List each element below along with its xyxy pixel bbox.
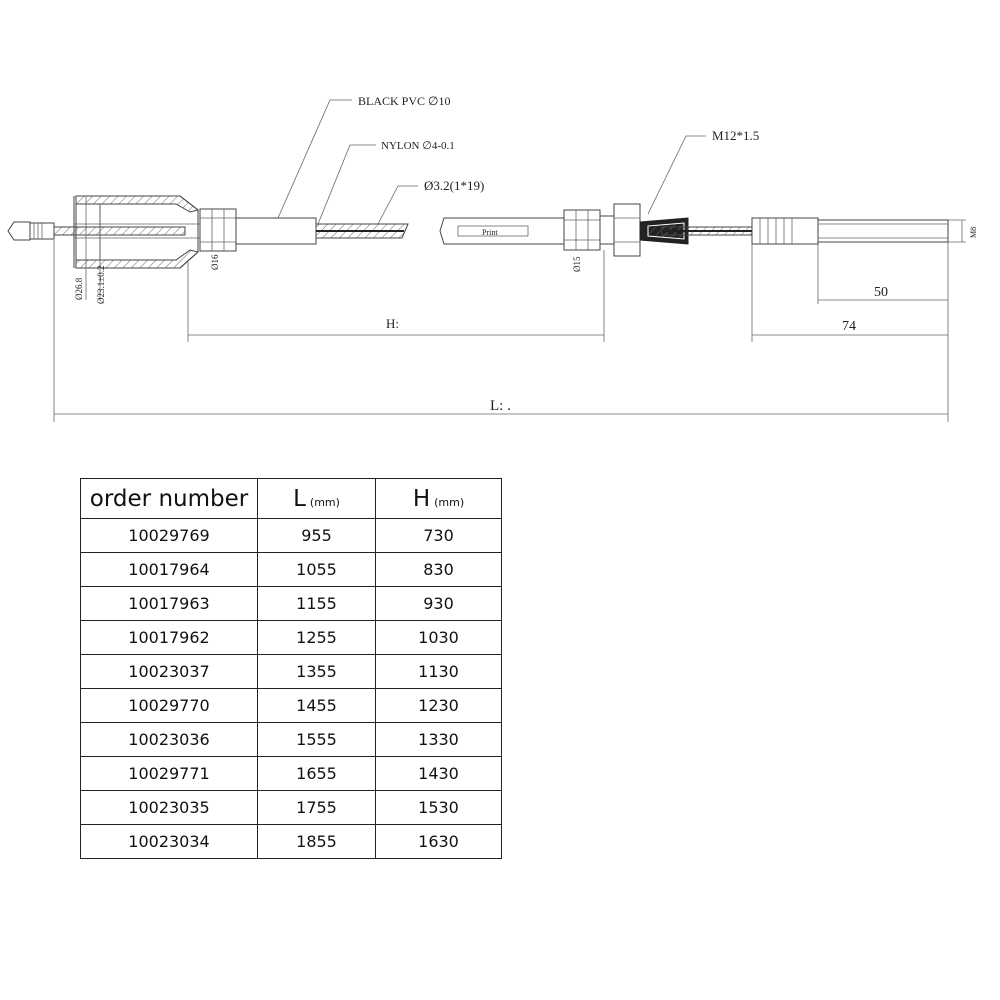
order-number-cell: 10029769 [81,519,258,553]
h-cell: 930 [376,587,502,621]
l-cell: 1855 [258,825,376,859]
h-cell: 1330 [376,723,502,757]
table-header-row [81,479,502,519]
header-order-number: order number [81,479,258,519]
header-l: L (mm) [258,479,376,519]
cable-technical-drawing [0,0,1000,440]
dim-d15: Ø15 [572,256,582,272]
l-cell: 1155 [258,587,376,621]
table-row [81,825,502,859]
left-nut [200,209,236,251]
header-h: H (mm) [376,479,502,519]
dim-d16: Ø16 [210,254,220,270]
end-nipple [8,222,54,240]
order-number-cell: 10029771 [81,757,258,791]
dimension-lines [54,196,966,422]
table-row [81,791,502,825]
order-number-cell: 10023035 [81,791,258,825]
l-cell: 1355 [258,655,376,689]
dim-d23-1: Ø23.1±0.2 [96,265,106,304]
black-pvc-label: BLACK PVC ∅10 [358,94,451,108]
wire-label: Ø3.2(1*19) [424,178,485,193]
table-row [81,655,502,689]
l-cell: 1555 [258,723,376,757]
order-number-cell: 10017964 [81,553,258,587]
print-label: Print [482,228,498,237]
h-cell: 730 [376,519,502,553]
l-cell: 1455 [258,689,376,723]
l-cell: 1755 [258,791,376,825]
table-row [81,519,502,553]
table-row [81,723,502,757]
cable-sheath [236,218,408,244]
h-cell: 830 [376,553,502,587]
dim-l: L: . [490,398,511,414]
leader-lines [278,100,706,224]
right-wire [662,227,752,235]
order-number-cell: 10023037 [81,655,258,689]
h-cell: 1530 [376,791,502,825]
order-number-cell: 10023036 [81,723,258,757]
order-table [80,478,502,859]
order-number-cell: 10023034 [81,825,258,859]
h-cell: 1130 [376,655,502,689]
dim-74: 74 [842,319,856,334]
dim-m8: M8 [969,226,978,238]
table-row [81,553,502,587]
table-row [81,757,502,791]
l-cell: 1255 [258,621,376,655]
threaded-end [752,218,948,244]
order-number-cell: 10029770 [81,689,258,723]
bell-housing [54,196,200,268]
dim-50: 50 [874,285,888,300]
l-cell: 955 [258,519,376,553]
h-cell: 1430 [376,757,502,791]
h-cell: 1630 [376,825,502,859]
thread-label: M12*1.5 [712,128,760,143]
table-row [81,587,502,621]
l-cell: 1655 [258,757,376,791]
table-row [81,689,502,723]
dim-h: H: [386,316,399,331]
dim-d26-8: Ø26.8 [74,277,84,300]
order-number-cell: 10017963 [81,587,258,621]
table-row [81,621,502,655]
h-cell: 1230 [376,689,502,723]
cable-middle [440,218,564,244]
h-cell: 1030 [376,621,502,655]
order-number-cell: 10017962 [81,621,258,655]
l-cell: 1055 [258,553,376,587]
nylon-label: NYLON ∅4-0.1 [381,140,455,152]
